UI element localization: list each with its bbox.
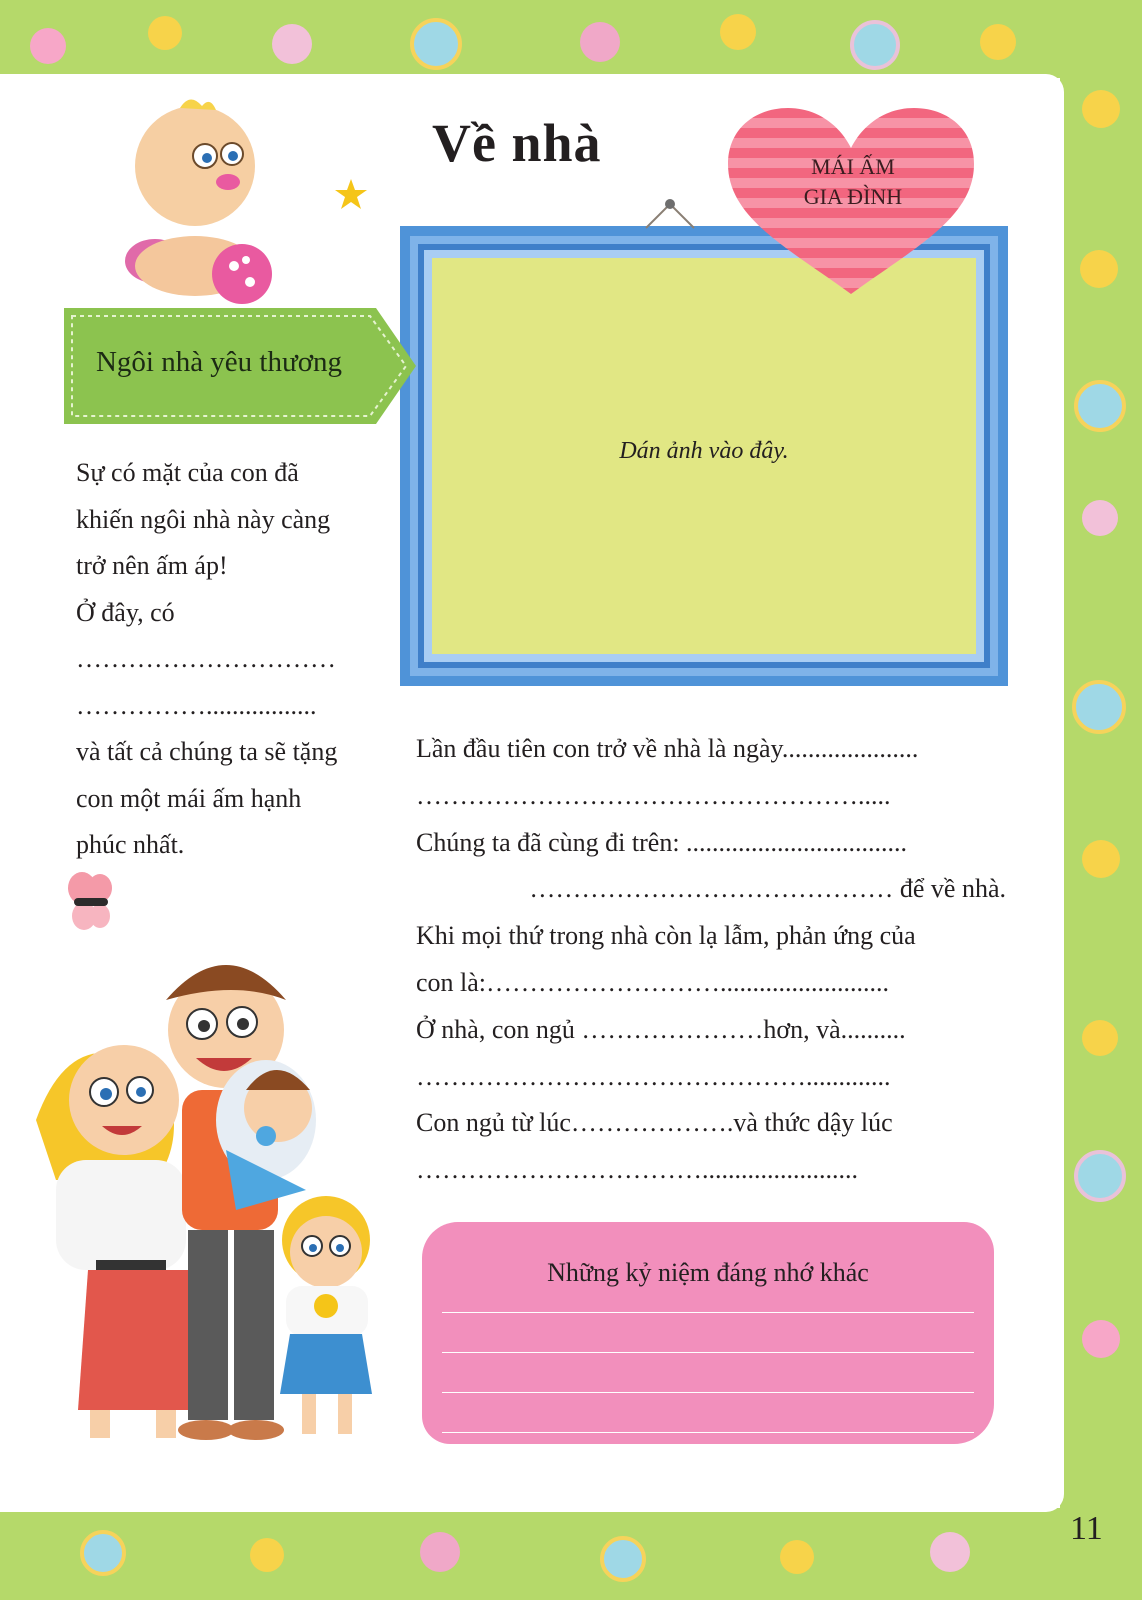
memories-writing-line[interactable]	[442, 1312, 974, 1313]
intro-line: và tất cả chúng ta sẽ tặng	[76, 737, 338, 766]
intro-line: phúc nhất.	[76, 830, 185, 859]
memories-writing-line[interactable]	[442, 1392, 974, 1393]
family-illustration	[16, 940, 406, 1460]
floral-border-bottom	[0, 1508, 1142, 1600]
intro-text	[76, 450, 396, 869]
fill-in-line[interactable]: Chúng ta đã cùng đi trên: ..................................	[416, 827, 908, 857]
intro-fill-line[interactable]: …………………………	[76, 644, 336, 673]
fill-in-line[interactable]: Ở nhà, con ngủ …………………hơn, và..........	[416, 1014, 906, 1044]
fill-in-line[interactable]: ……………………………........................	[416, 1155, 858, 1185]
fill-in-line[interactable]: Lần đầu tiên con trở về nhà là ngày.....................	[416, 734, 919, 763]
fill-in-line[interactable]: ……………………………………….............	[416, 1061, 891, 1091]
frame-hanger-icon	[640, 196, 700, 230]
floral-border-top	[0, 0, 1142, 78]
intro-line: Sự có mặt của con đã	[76, 458, 299, 487]
intro-fill-line[interactable]: …………….................	[76, 690, 317, 720]
intro-line: khiến ngôi nhà này càng	[76, 504, 331, 534]
fill-in-section	[416, 726, 1006, 1194]
heart-label-line2: GIA ĐÌNH	[803, 184, 903, 209]
star-icon	[334, 178, 368, 212]
heart-label	[778, 152, 928, 212]
banner-label: Ngôi nhà yêu thương	[95, 346, 343, 378]
intro-line: con một mái ấm hạnh	[76, 783, 302, 813]
heart-label-line1: MÁI ẤM	[811, 154, 895, 179]
memories-writing-line[interactable]	[442, 1432, 974, 1433]
fill-in-line[interactable]: …………………………………………….....	[416, 780, 891, 810]
memories-box	[422, 1222, 994, 1444]
memories-title: Những kỷ niệm đáng nhớ khác	[547, 1258, 869, 1287]
baby-illustration	[100, 96, 280, 306]
memories-writing-line[interactable]	[442, 1352, 974, 1353]
intro-line: trở nên ấm áp!	[76, 551, 228, 580]
butterfly-icon	[66, 870, 116, 936]
page-title: Về nhà	[432, 113, 602, 173]
fill-in-line[interactable]: …………………………………… để về nhà.	[529, 874, 1006, 904]
intro-line: Ở đây, có	[76, 597, 175, 627]
fill-in-line[interactable]: Con ngủ từ lúc……………….và thức dậy lúc	[416, 1108, 893, 1138]
fill-in-line[interactable]: con là:………………………..........................	[416, 967, 890, 997]
photo-hint: Dán ảnh vào đây.	[619, 438, 789, 464]
fill-in-line: Khi mọi thứ trong nhà còn lạ lẫm, phản ứng của	[416, 921, 916, 951]
page-number: 11	[1070, 1510, 1103, 1547]
floral-border-right	[1060, 0, 1142, 1600]
